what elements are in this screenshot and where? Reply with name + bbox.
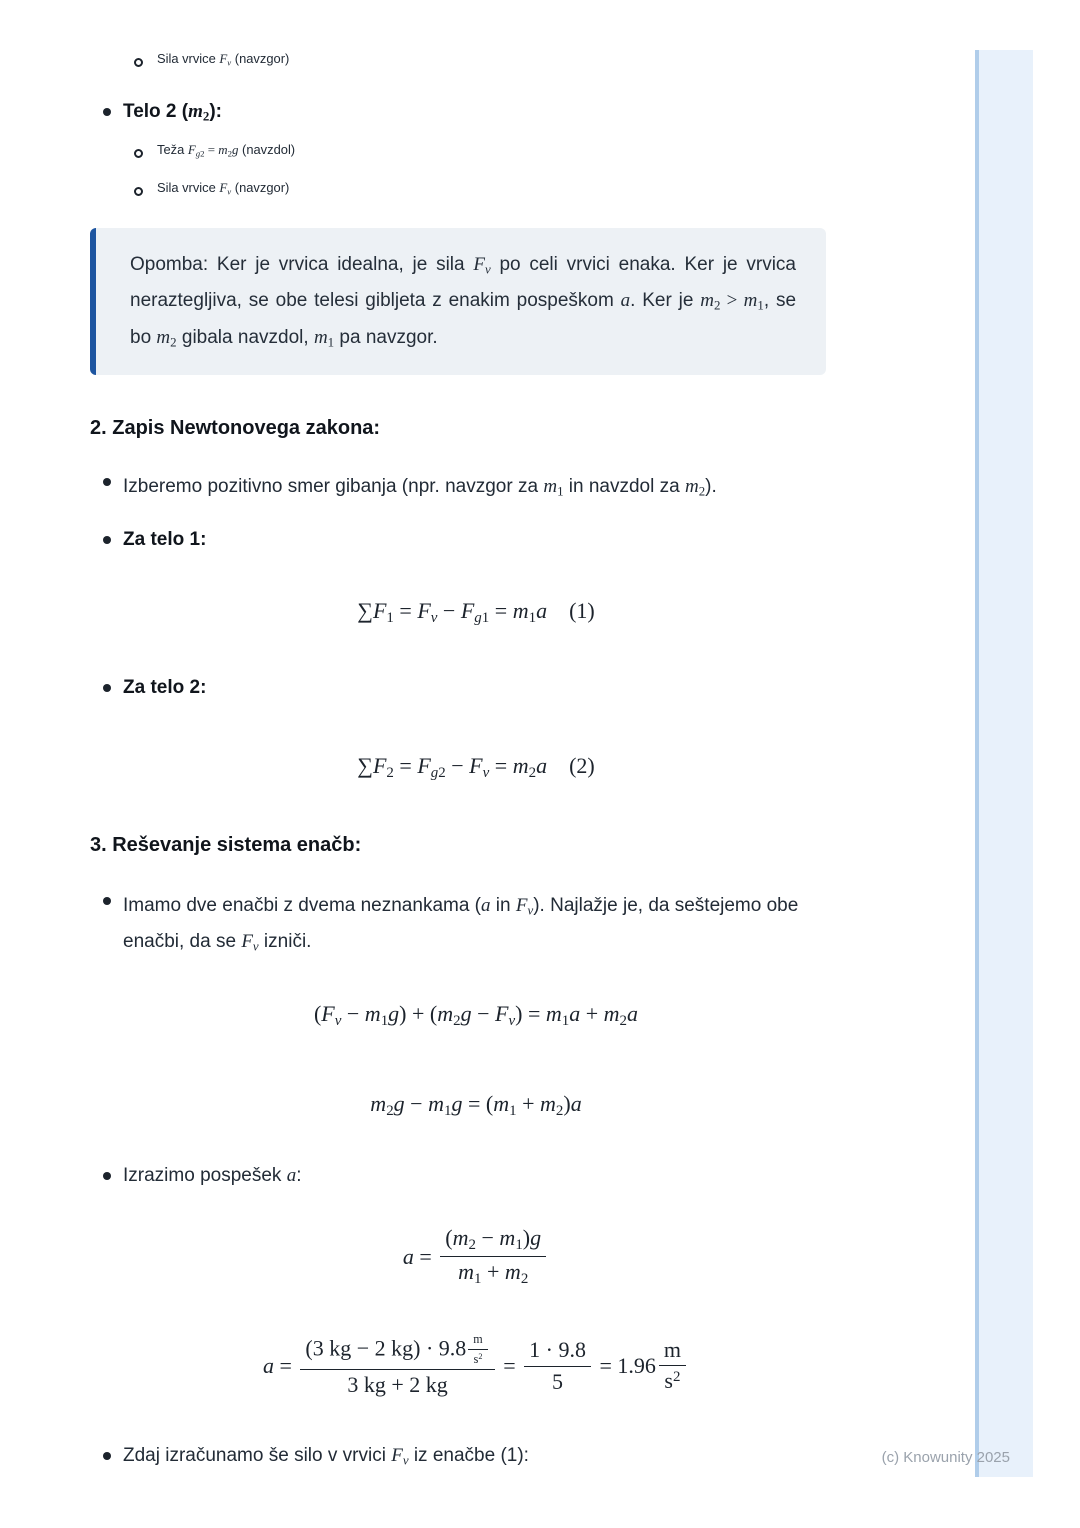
list-item-text: Imamo dve enačbi z dvema neznankama (a in Fv). Najlažje je, da seštejemo obe enačbi, da se Fv izniči.	[123, 894, 799, 954]
list-item-compute-string-force	[90, 1443, 862, 1469]
list-item-text: Za telo 2:	[123, 676, 207, 698]
note-text: Opomba: Ker je vrvica idealna, je sila Fv po celi vrvici enaka. Ker je vrvica neraztegljiva, se obe telesi gibljeta z enakim pospeškom a. Ker je $m_2 > m_1$, se bo $m_2$ gibala navzdol, $m_1$ pa navzgor.	[130, 253, 797, 350]
list-item-string-force-body2	[90, 179, 862, 198]
bullet-icon	[103, 478, 111, 486]
bullet-icon	[103, 684, 111, 692]
equation-acceleration-numeric: a = (3 kg − 2 kg) · 9.8 $\frac{m}{s^2}$ 3 kg + 2 kg = $\frac{1 \cdot 9.8}{5}$ = 1.96 $\frac{m}{s^2}$	[90, 1335, 862, 1401]
list-item-body2-heading	[90, 99, 862, 125]
footer-copyright: (c) Knowunity 2025	[881, 1449, 1010, 1466]
right-scroll-bar[interactable]	[975, 50, 1033, 1477]
circle-bullet-icon	[134, 149, 143, 158]
list-item-text: Za telo 1:	[123, 529, 207, 551]
list-item-body1-label	[90, 527, 862, 553]
circle-bullet-icon	[134, 58, 143, 67]
bullet-icon	[103, 1172, 111, 1180]
bullet-icon	[103, 108, 111, 116]
list-item-weight-body2	[90, 141, 862, 160]
equation-sum: $(Fv - m_1g) + (m_2g - Fv) = m_1a + m_2a$	[313, 1001, 639, 1030]
bullet-icon	[103, 1452, 111, 1460]
list-item-text: Izberemo pozitivno smer gibanja (npr. navzgor za $m_1$ in navzdol za $m_2$).	[123, 476, 717, 499]
list-item-express-acceleration	[90, 1163, 862, 1189]
list-item-text: Izrazimo pospešek a:	[123, 1165, 302, 1187]
section-heading-3: 3. Reševanje sistema enačb:	[90, 833, 362, 856]
list-item-text: Zdaj izračunamo še silo v vrvici Fv iz enačbe (1):	[123, 1445, 529, 1468]
list-item-direction-choice	[90, 469, 862, 505]
list-item-body2-label	[90, 675, 862, 701]
equation-acceleration-formula: a = $\frac{(m_2 - m_1)g}{m_1 + m_2}$	[90, 1227, 862, 1291]
list-item-text: Telo 2 $(m_2)$:	[123, 101, 222, 124]
list-item-string-force-body1	[90, 50, 862, 69]
circle-bullet-icon	[134, 187, 143, 196]
note-callout	[90, 228, 826, 375]
list-item-two-equations	[90, 888, 862, 960]
equation-newton-body1: $\sum F_1 = Fv - Fg_1 = m_1a$ (1)	[357, 598, 595, 627]
list-item-text: Sila vrvice Fv (navzgor)	[157, 51, 290, 68]
document-content	[90, 0, 862, 1469]
bullet-icon	[103, 897, 111, 905]
equation-newton-body2: $\sum F_2 = Fg_2 - Fv = m_2a$ (2)	[357, 753, 595, 782]
equation-simplified: $m_2g - m_1g = (m_1 + m_2)a$	[370, 1090, 582, 1119]
list-item-text: Teža $Fg_2 = m_2g$ (navzdol)	[157, 142, 296, 159]
bullet-icon	[103, 536, 111, 544]
list-item-text: Sila vrvice Fv (navzgor)	[157, 179, 290, 197]
section-heading-2: 2. Zapis Newtonovega zakona:	[90, 417, 381, 440]
